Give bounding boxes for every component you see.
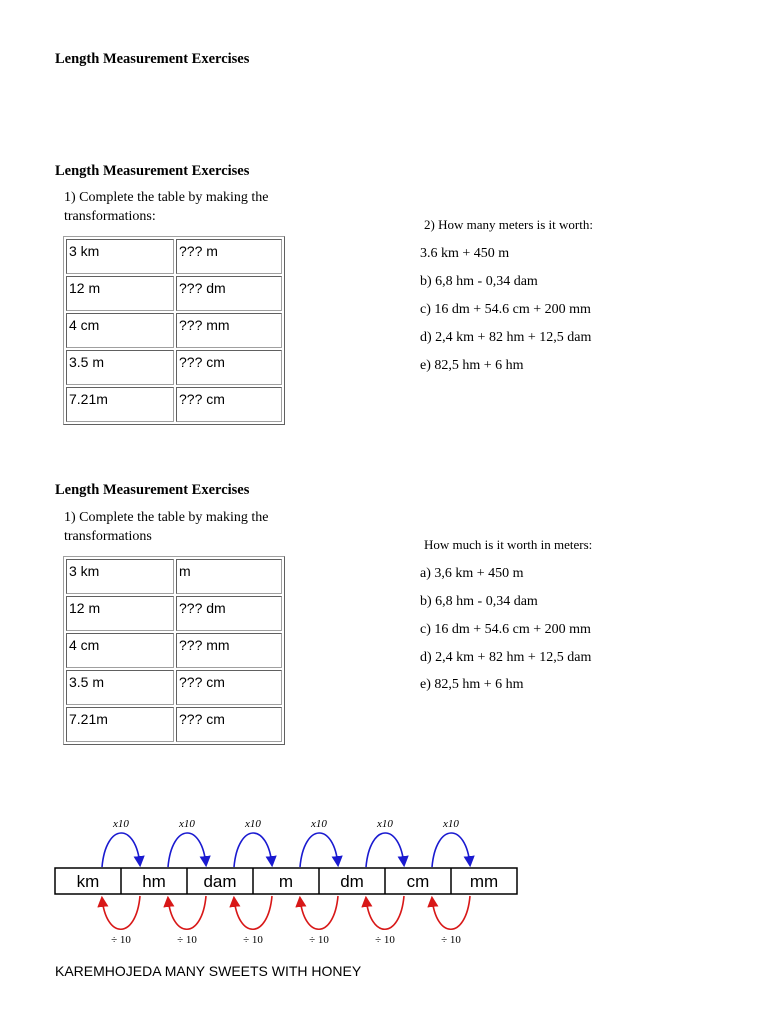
section1-item: c) 16 dm + 54.6 cm + 200 mm [420,302,591,317]
table-row [66,387,282,422]
divide-arrow [234,896,272,929]
table-cell: 12 m [66,276,174,311]
table-cell: ??? dm [176,276,282,311]
multiply-label: x10 [113,818,129,830]
table-cell: ??? m [176,239,282,274]
section1-item: e) 82,5 hm + 6 hm [420,358,524,373]
multiply-label: x10 [179,818,195,830]
table-row [66,239,282,274]
section2-question: How much is it worth in meters: [424,537,593,552]
multiply-label: x10 [245,818,261,830]
divide-label: ÷ 10 [375,934,395,946]
table-cell: ??? cm [176,707,282,742]
table-row [66,596,282,631]
multiply-arrow [300,833,338,867]
table-row [66,559,282,594]
unit-boxes [55,868,517,894]
multiply-arrow [102,833,140,867]
section2-item: a) 3,6 km + 450 m [420,566,524,581]
divide-arrow [366,896,404,929]
table-cell: 3.5 m [66,670,174,705]
table-cell: 7.21m [66,707,174,742]
section2-item: c) 16 dm + 54.6 cm + 200 mm [420,622,591,637]
table-cell: ??? cm [176,670,282,705]
multiply-arcs [102,833,470,867]
divide-label: ÷ 10 [243,934,263,946]
multiply-arrow [432,833,470,867]
section2-title: Length Measurement Exercises [55,482,250,498]
section1-item: 3.6 km + 450 m [420,246,510,261]
divide-arcs [102,896,470,929]
section1-question: 2) How many meters is it worth: [424,217,593,232]
table-cell: 4 cm [66,633,174,668]
divide-label: ÷ 10 [177,934,197,946]
unit-label-mm: mm [469,872,499,891]
section1-conversion-table [63,236,285,425]
divide-labels [111,934,461,946]
table-row [66,276,282,311]
table-cell: 12 m [66,596,174,631]
section1-intro: 1) Complete the table by making the transformations: [64,190,269,224]
table-row [66,633,282,668]
table-cell: 3 km [66,559,174,594]
table-cell: 7.21m [66,387,174,422]
unit-label-cm: cm [406,872,430,891]
unit-label-m: m [278,872,294,891]
divide-arrow [168,896,206,929]
unit-label-dm: dm [340,872,364,891]
divide-label: ÷ 10 [441,934,461,946]
table-row [66,313,282,348]
section2-intro: 1) Complete the table by making the transformations [64,510,269,544]
multiply-label: x10 [377,818,393,830]
divide-arrow [102,896,140,929]
table-cell: ??? mm [176,633,282,668]
multiply-label: x10 [443,818,459,830]
unit-label-dam: dam [203,872,237,891]
unit-label-km: km [76,872,100,891]
table-cell: ??? dm [176,596,282,631]
table-cell: ??? mm [176,313,282,348]
multiply-arrow [366,833,404,867]
multiply-labels [112,818,459,830]
section1-item: b) 6,8 hm - 0,34 dam [420,274,538,289]
section2-conversion-table [63,556,285,745]
document-title: Length Measurement Exercises [55,51,250,67]
table-row [66,350,282,385]
table-cell: m [176,559,282,594]
table-cell: 3.5 m [66,350,174,385]
footer-text: KAREMHOJEDA MANY SWEETS WITH HONEY [55,963,362,979]
divide-label: ÷ 10 [309,934,329,946]
section1-title: Length Measurement Exercises [55,163,250,179]
unit-conversion-diagram [50,812,520,952]
divide-arrow [432,896,470,929]
section2-item: d) 2,4 km + 82 hm + 12,5 dam [420,650,592,665]
table-cell: ??? cm [176,350,282,385]
multiply-label: x10 [311,818,327,830]
table-cell: 3 km [66,239,174,274]
section1-item: d) 2,4 km + 82 hm + 12,5 dam [420,330,592,345]
multiply-arrow [234,833,272,867]
section2-item: e) 82,5 hm + 6 hm [420,677,524,692]
table-row [66,707,282,742]
unit-label-hm: hm [142,872,166,891]
table-row [66,670,282,705]
multiply-arrow [168,833,206,867]
divide-label: ÷ 10 [111,934,131,946]
section2-item: b) 6,8 hm - 0,34 dam [420,594,538,609]
divide-arrow [300,896,338,929]
table-cell: 4 cm [66,313,174,348]
table-cell: ??? cm [176,387,282,422]
